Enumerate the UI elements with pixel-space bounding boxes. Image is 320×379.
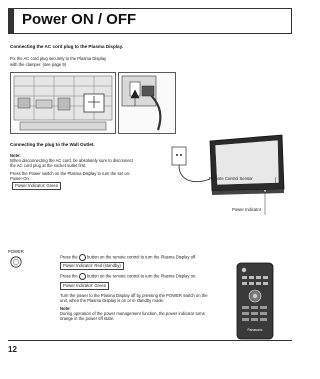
ac-cord-line2: with the clamper. (see page 9) [10, 62, 67, 67]
remote-off-suffix: button on the remote control to turn the Plasma Display off. [87, 254, 197, 260]
page-number: 12 [8, 345, 17, 354]
indicator-green-box: Power Indicator: Green [12, 182, 61, 190]
rear-panel-illustration [10, 72, 116, 134]
ac-cord-line1: Fix the AC cord plug securely to the Plasma Display [10, 56, 107, 61]
power-icon [79, 273, 86, 280]
page-title-box [8, 8, 292, 34]
remote-on-prefix: Press the [60, 273, 78, 279]
indicator-green-box-2: Power Indicator: Green [60, 282, 109, 290]
remote-note-line1: During operation of the power management function, the power indicator turns [60, 311, 205, 316]
power-button-icon [10, 256, 22, 268]
remote-note-line2: orange in the power off state. [60, 316, 115, 321]
ac-plug-illustration [118, 72, 176, 134]
power-icon [79, 254, 86, 261]
footer-rule [8, 340, 292, 341]
remote-brand: Panasonic [247, 328, 263, 332]
remote-sensor-label: Remote Control Sensor [209, 176, 253, 181]
power-indicator-label: Power Indicator [232, 207, 262, 212]
power-label: POWER [8, 249, 24, 254]
wall-outlet-note-label: Note: [10, 153, 21, 158]
wall-outlet-note-line1: When disconnecting the AC cord, be absolutely sure to disconnect [10, 158, 133, 163]
remote-note-label: Note: [60, 306, 71, 311]
indicator-red-box: Power Indicator: Red (standby) [60, 262, 124, 270]
remote-off-prefix: Press the [60, 254, 78, 260]
wall-outlet-heading: Connecting the plug to the Wall Outlet. [10, 142, 95, 147]
remote-control-illustration [236, 262, 274, 340]
turnoff-line2: unit, when the Plasma Display is on or in standby mode. [60, 298, 165, 303]
remote-off-line [60, 254, 196, 261]
power-switch-line2: Power-On. [10, 176, 31, 181]
wall-outlet-note-line2: the AC cord plug at the socket outlet first. [10, 163, 87, 168]
ac-cord-heading: Connecting the AC cord plug to the Plasma Display. [10, 44, 124, 49]
remote-on-suffix: button on the remote control to turn the Plasma Display on. [87, 273, 197, 279]
turnoff-line1: Turn the power to the Plasma Display off by pressing the POWER switch on the [60, 293, 208, 298]
power-switch-line1: Press the Power switch on the Plasma Display to turn the set on: [10, 171, 131, 176]
remote-on-line [60, 273, 196, 280]
page-title: Power ON / OFF [22, 11, 137, 28]
